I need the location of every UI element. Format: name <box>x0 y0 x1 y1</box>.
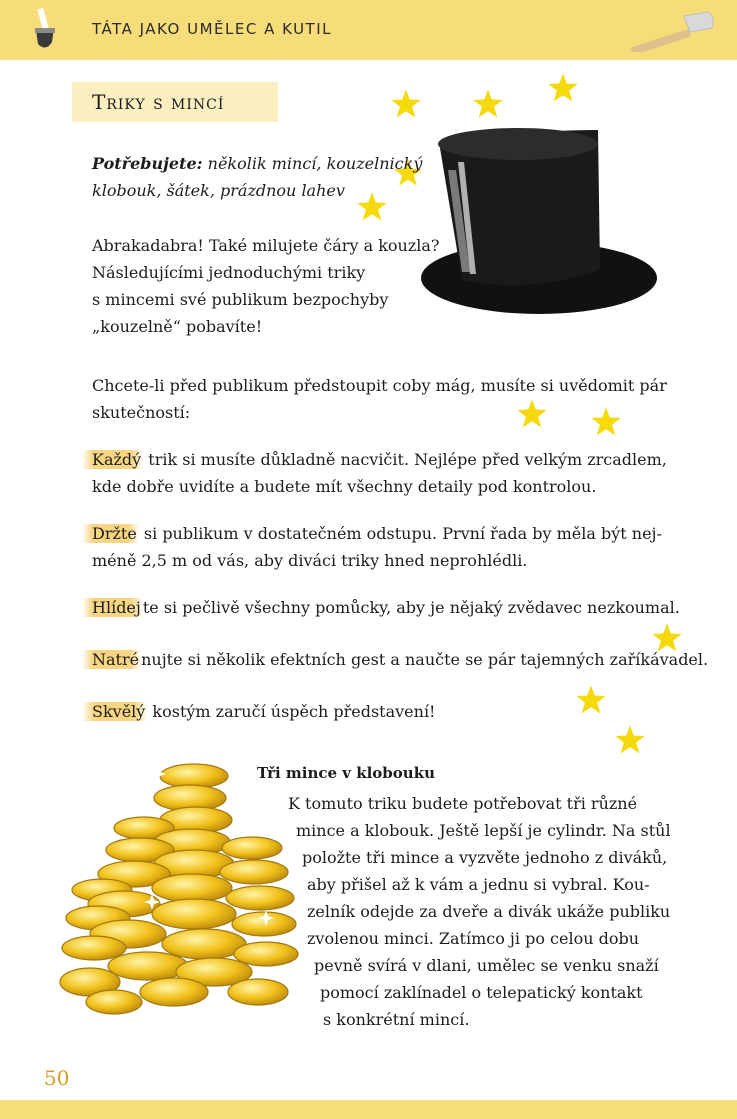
trick-title: Tři mince v klobouku <box>257 764 436 782</box>
text-line: kostým zaručí úspěch představení! <box>147 702 436 721</box>
hammer-icon <box>628 8 718 52</box>
rule-item <box>92 646 708 673</box>
highlighted-word: Hlídej <box>82 598 143 617</box>
highlighted-word: Skvělý <box>82 702 147 721</box>
page-footer <box>0 1100 737 1119</box>
page-number: 50 <box>44 1066 70 1090</box>
rule-item <box>92 698 435 725</box>
text-line: te si pečlivě všechny pomůcky, aby je nějaký zvědavec nezkoumal. <box>142 598 680 617</box>
needs-label: Potřebujete: <box>92 154 203 173</box>
text-line: „kouzelně“ pobavíte! <box>92 317 263 336</box>
text-line: si publikum v dostatečném odstupu. První řada by měla být nej- <box>138 524 662 543</box>
star-icon <box>614 724 646 756</box>
trick-line: zelník odejde za dveře a divák ukáže publiku <box>307 902 671 921</box>
text-line: méně 2,5 m od vás, aby diváci triky hned neprohlédli. <box>92 551 528 570</box>
text-line: Chcete-li před publikum předstoupit coby mág, musíte si uvědomit pár <box>92 376 667 395</box>
section-title: Triky s mincí <box>92 90 225 114</box>
text-line: skutečností: <box>92 403 191 422</box>
text-line: s mincemi své publikum bezpochyby <box>92 290 389 309</box>
text-line: kde dobře uvidíte a budete mít všechny detaily pod kontrolou. <box>92 477 597 496</box>
trick-line: pomocí zaklínadel o telepatický kontakt <box>320 983 643 1002</box>
trick-line: aby přišel až k vám a jednu si vybral. Kou- <box>307 875 650 894</box>
trick-line: mince a klobouk. Ještě lepší je cylindr. Na stůl <box>296 821 671 840</box>
trick-line: pevně svírá v dlani, umělec se venku snaží <box>314 956 659 975</box>
text-line: trik si musíte důkladně nacvičit. Nejlépe před velkým zrcadlem, <box>143 450 667 469</box>
trick-line: K tomuto triku budete potřebovat tři různé <box>288 794 638 813</box>
star-icon <box>390 88 422 120</box>
highlighted-word: Natré <box>82 650 141 669</box>
star-icon <box>547 72 579 104</box>
text-line: nujte si několik efektních gest a naučte se pár tajemných zaříkávadel. <box>141 650 709 669</box>
rule-item <box>92 594 680 621</box>
text-line: Abrakadabra! Také milujete čáry a kouzla? <box>92 236 440 255</box>
text-line: Následujícími jednoduchými triky <box>92 263 366 282</box>
needs-paragraph <box>92 150 422 204</box>
star-icon <box>472 88 504 120</box>
trick-line: položte tři mince a vyzvěte jednoho z diváků, <box>302 848 668 867</box>
highlighted-word: Držte <box>82 524 139 543</box>
paintbrush-icon <box>28 8 64 52</box>
rule-item <box>92 520 662 574</box>
trick-line: s konkrétní mincí. <box>323 1010 470 1029</box>
top-hat-illustration <box>418 122 660 318</box>
intro-paragraph <box>92 232 439 340</box>
star-icon <box>575 684 607 716</box>
lead-paragraph <box>92 372 667 426</box>
highlighted-word: Každý <box>82 450 143 469</box>
gold-coins-illustration <box>54 758 304 1020</box>
rule-item <box>92 446 667 500</box>
needs-text: několik mincí, kouzelnický <box>202 154 423 173</box>
needs-text: klobouk, šátek, prázdnou lahev <box>92 181 345 200</box>
trick-line: zvolenou minci. Zatímco ji po celou dobu <box>307 929 640 948</box>
running-header-title: TÁTA JAKO UMĚLEC A KUTIL <box>92 20 332 38</box>
